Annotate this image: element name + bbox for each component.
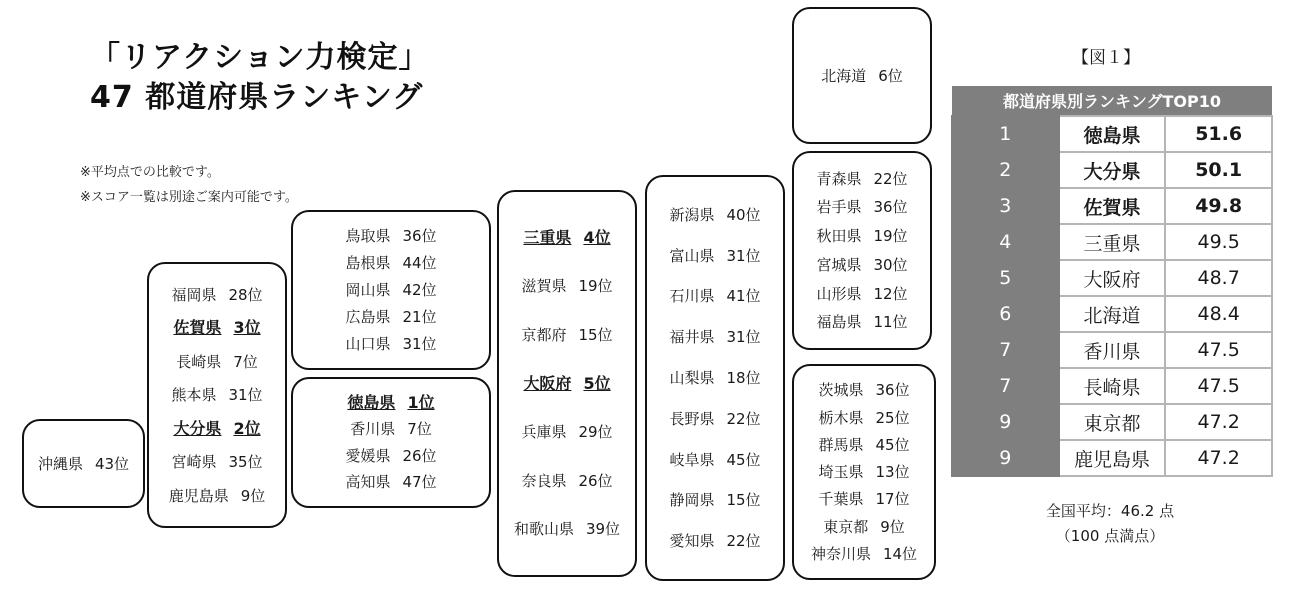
prefecture-name: 宮城県 xyxy=(816,255,862,274)
prefecture-rank: 22位 xyxy=(873,169,908,188)
prefecture-rank: 31位 xyxy=(726,328,761,347)
prefecture-entry xyxy=(669,287,760,305)
prefecture-entry xyxy=(345,447,436,465)
prefecture-name: 秋田県 xyxy=(816,227,862,246)
ranking-prefecture-cell: 大分県 xyxy=(1059,152,1166,188)
prefecture-entry xyxy=(173,319,260,337)
prefecture-rank: 30位 xyxy=(873,255,908,274)
prefecture-entry xyxy=(823,518,905,536)
prefecture-name: 山梨県 xyxy=(669,368,715,387)
ranking-table xyxy=(951,86,1273,477)
prefecture-rank: 11位 xyxy=(873,313,908,332)
figure-label: 【図１】 xyxy=(1072,48,1140,68)
prefecture-rank: 1位 xyxy=(407,392,435,412)
prefecture-rank: 43位 xyxy=(94,454,130,473)
prefecture-rank: 26位 xyxy=(402,446,437,465)
region-box-shikoku xyxy=(291,377,491,508)
prefecture-entry xyxy=(818,381,909,399)
ranking-row xyxy=(952,296,1272,332)
prefecture-rank: 19位 xyxy=(873,227,908,246)
ranking-rank-cell: 5 xyxy=(952,260,1059,296)
prefecture-name: 鹿児島県 xyxy=(168,486,229,505)
ranking-rank-cell: 4 xyxy=(952,224,1059,260)
prefecture-entry xyxy=(816,285,907,303)
ranking-rank-cell: 2 xyxy=(952,152,1059,188)
prefecture-rank: 18位 xyxy=(726,368,761,387)
prefecture-entry xyxy=(818,409,909,427)
ranking-score-cell: 47.2 xyxy=(1165,404,1272,440)
prefecture-name: 神奈川県 xyxy=(810,544,871,563)
prefecture-name: 熊本県 xyxy=(171,386,217,404)
prefecture-rank: 31位 xyxy=(726,246,761,265)
prefecture-name: 三重県 xyxy=(523,227,572,247)
region-box-hokkaido xyxy=(792,7,932,144)
prefecture-rank: 40位 xyxy=(726,205,761,224)
prefecture-rank: 7位 xyxy=(233,352,258,371)
prefecture-name: 奈良県 xyxy=(521,471,567,490)
national-average-note: （100 点満点） xyxy=(1055,527,1165,545)
prefecture-name: 兵庫県 xyxy=(521,423,567,442)
prefecture-entry xyxy=(347,394,434,412)
ranking-prefecture-cell: 佐賀県 xyxy=(1059,188,1166,224)
region-box-kanto xyxy=(792,364,936,580)
prefecture-rank: 9位 xyxy=(880,517,905,536)
prefecture-name: 静岡県 xyxy=(669,491,715,510)
ranking-rank-cell: 9 xyxy=(952,440,1059,476)
prefecture-name: 佐賀県 xyxy=(173,318,222,337)
ranking-score-cell: 49.5 xyxy=(1165,224,1272,260)
ranking-prefecture-cell: 東京都 xyxy=(1059,404,1166,440)
prefecture-rank: 22位 xyxy=(726,409,761,428)
prefecture-rank: 15位 xyxy=(726,491,761,510)
note-score-list: ※スコア一覧は別途ご案内可能です。 xyxy=(80,190,298,205)
prefecture-entry xyxy=(816,227,907,245)
prefecture-rank: 5位 xyxy=(583,373,611,393)
prefecture-entry xyxy=(818,490,909,508)
prefecture-name: 愛媛県 xyxy=(345,446,391,465)
prefecture-name: 和歌山県 xyxy=(513,520,574,539)
prefecture-rank: 44位 xyxy=(402,254,437,272)
ranking-prefecture-cell: 大阪府 xyxy=(1059,260,1166,296)
prefecture-name: 大分県 xyxy=(173,418,222,438)
region-box-kyushu xyxy=(147,262,287,528)
ranking-score-cell: 48.7 xyxy=(1165,260,1272,296)
ranking-prefecture-cell: 長崎県 xyxy=(1059,368,1166,404)
ranking-rank-cell: 9 xyxy=(952,404,1059,440)
prefecture-entry xyxy=(669,247,760,265)
ranking-table-body xyxy=(952,116,1272,476)
page-title xyxy=(90,38,430,118)
prefecture-entry xyxy=(523,375,610,393)
prefecture-name: 茨城県 xyxy=(818,381,864,400)
ranking-rank-cell: 6 xyxy=(952,296,1059,332)
prefecture-entry xyxy=(669,369,760,387)
prefecture-name: 群馬県 xyxy=(818,435,864,454)
note-average: ※平均点での比較です。 xyxy=(80,165,220,180)
prefecture-entry xyxy=(669,451,760,469)
prefecture-entry xyxy=(816,198,907,216)
ranking-row xyxy=(952,152,1272,188)
prefecture-name: 山形県 xyxy=(816,284,862,303)
prefecture-name: 北海道 xyxy=(821,66,867,85)
prefecture-name: 岐阜県 xyxy=(669,450,715,469)
prefecture-name: 鳥取県 xyxy=(345,227,391,245)
national-average-value: 全国平均：46.2 点 xyxy=(1045,502,1175,520)
prefecture-name: 沖縄県 xyxy=(37,454,83,473)
ranking-score-cell: 47.2 xyxy=(1165,440,1272,476)
prefecture-name: 埼玉県 xyxy=(818,463,864,481)
prefecture-name: 広島県 xyxy=(345,308,391,326)
region-box-chubu xyxy=(645,175,785,581)
ranking-row xyxy=(952,368,1272,404)
prefecture-entry xyxy=(171,386,262,404)
prefecture-rank: 12位 xyxy=(873,284,908,303)
prefecture-entry xyxy=(821,67,903,85)
prefecture-rank: 22位 xyxy=(726,532,761,551)
prefecture-name: 岩手県 xyxy=(816,198,862,217)
prefecture-name: 東京都 xyxy=(823,517,869,536)
prefecture-entry xyxy=(176,353,258,371)
ranking-rank-cell: 7 xyxy=(952,332,1059,368)
prefecture-name: 山口県 xyxy=(345,335,391,353)
prefecture-rank: 17位 xyxy=(875,490,910,509)
prefecture-name: 青森県 xyxy=(816,169,862,188)
prefecture-entry xyxy=(521,326,612,344)
national-average xyxy=(1020,499,1200,549)
ranking-row xyxy=(952,440,1272,476)
prefecture-entry xyxy=(173,420,260,438)
ranking-table-header: 都道府県別ランキングTOP10 xyxy=(952,86,1272,116)
prefecture-name: 富山県 xyxy=(669,246,715,265)
prefecture-rank: 36位 xyxy=(402,227,437,245)
prefecture-rank: 15位 xyxy=(578,325,613,344)
prefecture-entry xyxy=(811,545,917,563)
prefecture-rank: 21位 xyxy=(402,308,437,326)
ranking-prefecture-cell: 北海道 xyxy=(1059,296,1166,332)
prefecture-entry xyxy=(818,463,909,481)
ranking-row xyxy=(952,260,1272,296)
ranking-score-cell: 51.6 xyxy=(1165,116,1272,152)
prefecture-rank: 2位 xyxy=(233,418,261,438)
prefecture-name: 栃木県 xyxy=(818,408,864,427)
prefecture-entry xyxy=(345,227,436,245)
prefecture-name: 宮崎県 xyxy=(171,453,217,471)
ranking-score-cell: 50.1 xyxy=(1165,152,1272,188)
prefecture-entry xyxy=(514,520,620,538)
prefecture-rank: 26位 xyxy=(578,471,613,490)
prefecture-entry xyxy=(523,229,610,247)
prefecture-entry xyxy=(669,410,760,428)
prefecture-name: 滋賀県 xyxy=(521,277,567,296)
ranking-row xyxy=(952,116,1272,152)
prefecture-entry xyxy=(171,286,262,304)
prefecture-rank: 4位 xyxy=(583,227,611,247)
prefecture-rank: 3位 xyxy=(233,318,261,337)
prefecture-rank: 29位 xyxy=(578,423,613,442)
prefecture-name: 石川県 xyxy=(669,287,715,306)
prefecture-entry xyxy=(816,256,907,274)
prefecture-rank: 42位 xyxy=(402,281,437,299)
prefecture-name: 新潟県 xyxy=(669,205,715,224)
prefecture-entry xyxy=(169,487,266,505)
prefecture-name: 岡山県 xyxy=(345,281,391,299)
prefecture-rank: 36位 xyxy=(873,198,908,217)
ranking-score-cell: 48.4 xyxy=(1165,296,1272,332)
prefecture-name: 長崎県 xyxy=(176,352,222,371)
region-box-kinki xyxy=(497,190,637,577)
prefecture-rank: 45位 xyxy=(875,435,910,454)
prefecture-name: 福井県 xyxy=(669,328,715,347)
prefecture-entry xyxy=(345,281,436,299)
prefecture-entry xyxy=(669,532,760,550)
prefecture-rank: 36位 xyxy=(875,381,910,400)
prefecture-entry xyxy=(816,170,907,188)
ranking-row xyxy=(952,332,1272,368)
ranking-rank-cell: 1 xyxy=(952,116,1059,152)
prefecture-name: 徳島県 xyxy=(347,392,396,412)
ranking-row xyxy=(952,188,1272,224)
prefecture-entry xyxy=(669,491,760,509)
region-box-okinawa xyxy=(22,419,145,508)
prefecture-rank: 31位 xyxy=(228,386,263,404)
ranking-score-cell: 49.8 xyxy=(1165,188,1272,224)
prefecture-entry xyxy=(345,308,436,326)
ranking-prefecture-cell: 香川県 xyxy=(1059,332,1166,368)
prefecture-name: 福岡県 xyxy=(171,285,217,304)
prefecture-rank: 13位 xyxy=(875,463,910,481)
ranking-prefecture-cell: 徳島県 xyxy=(1059,116,1166,152)
prefecture-name: 福島県 xyxy=(816,313,862,332)
prefecture-rank: 25位 xyxy=(875,408,910,427)
ranking-score-cell: 47.5 xyxy=(1165,368,1272,404)
prefecture-entry xyxy=(818,436,909,454)
ranking-row xyxy=(952,224,1272,260)
ranking-score-cell: 47.5 xyxy=(1165,332,1272,368)
prefecture-rank: 31位 xyxy=(402,335,437,353)
prefecture-entry xyxy=(669,328,760,346)
region-box-chugoku xyxy=(291,210,491,370)
prefecture-name: 香川県 xyxy=(350,420,396,439)
prefecture-name: 京都府 xyxy=(521,325,567,344)
prefecture-rank: 47位 xyxy=(402,473,437,492)
prefecture-rank: 28位 xyxy=(228,285,263,304)
ranking-rank-cell: 7 xyxy=(952,368,1059,404)
prefecture-entry xyxy=(345,254,436,272)
prefecture-rank: 41位 xyxy=(726,287,761,306)
prefecture-name: 島根県 xyxy=(345,254,391,272)
prefecture-entry xyxy=(345,335,436,353)
prefecture-name: 愛知県 xyxy=(669,532,715,551)
ranking-prefecture-cell: 三重県 xyxy=(1059,224,1166,260)
prefecture-rank: 35位 xyxy=(228,453,263,471)
prefecture-entry xyxy=(345,473,436,491)
prefecture-name: 長野県 xyxy=(669,409,715,428)
prefecture-entry xyxy=(669,206,760,224)
prefecture-entry xyxy=(816,313,907,331)
region-box-tohoku xyxy=(792,151,932,350)
prefecture-rank: 39位 xyxy=(585,520,621,539)
prefecture-entry xyxy=(38,455,129,473)
prefecture-rank: 6位 xyxy=(878,66,903,85)
prefecture-entry xyxy=(521,423,612,441)
prefecture-rank: 9位 xyxy=(240,486,266,505)
prefecture-entry xyxy=(521,472,612,490)
title-line-2: 47 都道府県ランキング xyxy=(90,80,424,115)
prefecture-rank: 19位 xyxy=(578,277,613,296)
ranking-prefecture-cell: 鹿児島県 xyxy=(1059,440,1166,476)
prefecture-rank: 14位 xyxy=(882,544,918,563)
prefecture-rank: 7位 xyxy=(407,420,432,439)
prefecture-name: 千葉県 xyxy=(818,490,864,509)
title-line-1: 「リアクション力検定」 xyxy=(90,40,430,75)
ranking-rank-cell: 3 xyxy=(952,188,1059,224)
prefecture-entry xyxy=(521,277,612,295)
prefecture-name: 大阪府 xyxy=(523,373,572,393)
ranking-row xyxy=(952,404,1272,440)
prefecture-name: 高知県 xyxy=(345,473,391,492)
prefecture-rank: 45位 xyxy=(726,450,761,469)
prefecture-entry xyxy=(350,420,432,438)
prefecture-entry xyxy=(171,453,262,471)
